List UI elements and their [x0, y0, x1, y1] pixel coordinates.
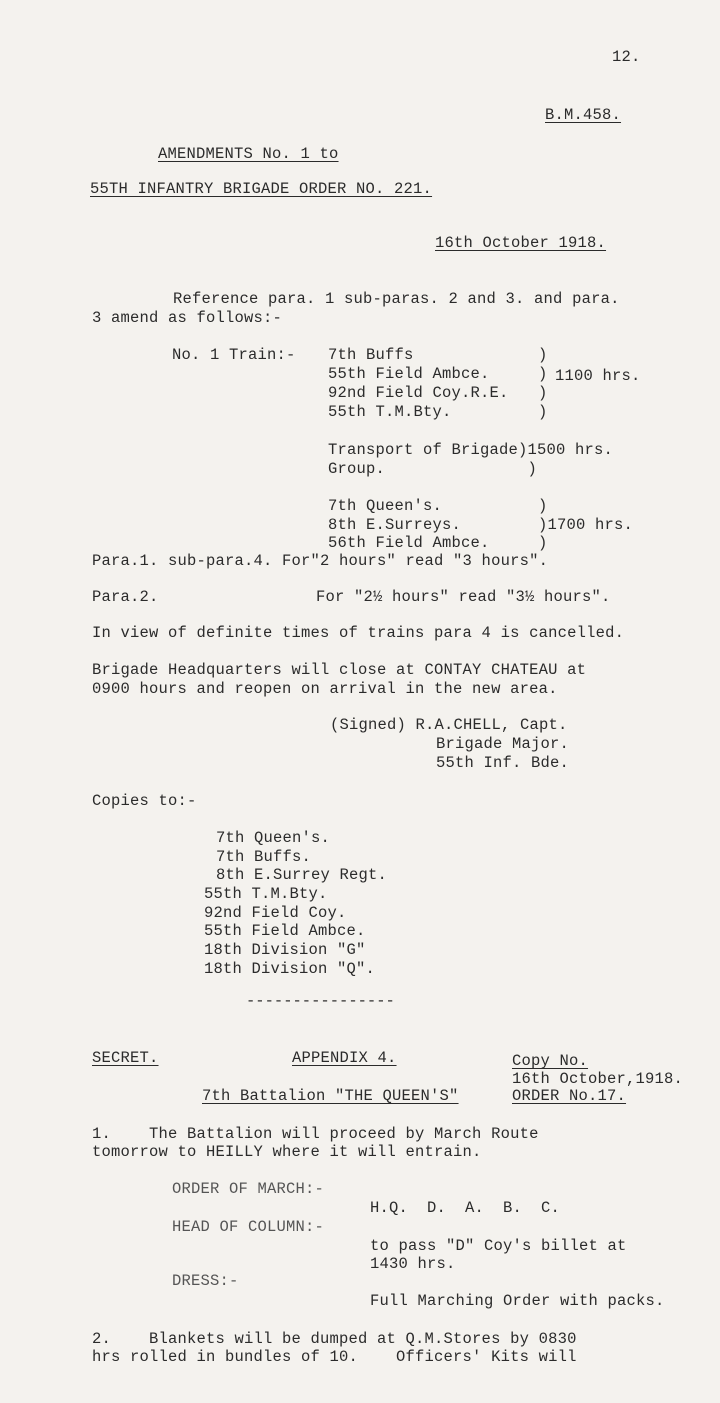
order-of-march-label: ORDER OF MARCH:-: [172, 1180, 325, 1198]
secret-label: SECRET.: [92, 1049, 159, 1067]
page-number: 12.: [612, 48, 641, 66]
copy-recipient: 55th Field Ambce.: [204, 922, 366, 940]
train-unit: 7th Buffs: [328, 346, 414, 364]
order-of-march: H.Q. D. A. B. C.: [370, 1199, 561, 1217]
reference-number: B.M.458.: [545, 106, 622, 124]
order-date: 16th October 1918.: [435, 234, 607, 252]
head-of-column-line-1: to pass "D" Coy's billet at: [370, 1237, 627, 1255]
train-unit: 55th Field Ambce.: [328, 365, 490, 383]
item-2-line-2: hrs rolled in bundles of 10. Officers' Kits will: [92, 1348, 577, 1366]
para-1-sub-4: Para.1. sub-para.4. For"2 hours" read "3 hours".: [92, 552, 549, 570]
trains-cancel-note: In view of definite times of trains para 4 is cancelled.: [92, 624, 625, 642]
dress-text: Full Marching Order with packs.: [370, 1292, 665, 1310]
bracket: ): [538, 365, 548, 383]
transport-line-2: Group. ): [328, 460, 538, 478]
copy-recipient: 92nd Field Coy.: [204, 904, 347, 922]
copy-recipient: 55th T.M.Bty.: [204, 885, 328, 903]
head-of-column-label: HEAD OF COLUMN:-: [172, 1218, 325, 1236]
bracket: ): [538, 534, 548, 552]
appendix-date: 16th October,1918.: [512, 1070, 684, 1088]
copy-recipient: 18th Division "Q".: [204, 960, 376, 978]
dress-label: DRESS:-: [172, 1272, 239, 1290]
separator-rule: ----------------: [246, 992, 395, 1010]
bracket: )1700 hrs.: [538, 516, 634, 534]
signature-line-3: 55th Inf. Bde.: [436, 754, 570, 772]
intro-line-2: 3 amend as follows:-: [92, 309, 283, 327]
train-label: No. 1 Train:-: [172, 346, 296, 364]
train-unit: 7th Queen's.: [328, 497, 443, 515]
signature-line-1: (Signed) R.A.CHELL, Capt.: [330, 716, 568, 734]
intro-line-1: Reference para. 1 sub-paras. 2 and 3. and para.: [173, 290, 620, 308]
item-1-line-1: 1. The Battalion will proceed by March Route: [92, 1125, 539, 1143]
amendment-title: AMENDMENTS No. 1 to: [158, 145, 339, 163]
hq-line-1: Brigade Headquarters will close at CONTAY CHATEAU at: [92, 661, 587, 679]
copy-recipient: 18th Division "G": [204, 941, 366, 959]
item-1-line-2: tomorrow to HEILLY where it will entrain.: [92, 1143, 482, 1161]
train-unit: 56th Field Ambce.: [328, 534, 490, 552]
battalion-title: 7th Battalion "THE QUEEN'S": [202, 1087, 459, 1105]
train-unit: 92nd Field Coy.R.E.: [328, 384, 509, 402]
transport-line-1: Transport of Brigade)1500 hrs.: [328, 441, 614, 459]
para-2-label: Para.2.: [92, 588, 159, 606]
hq-line-2: 0900 hours and reopen on arrival in the new area.: [92, 680, 558, 698]
bracket: ): [538, 403, 548, 421]
copy-recipient: 7th Buffs.: [216, 848, 312, 866]
train-unit: 55th T.M.Bty.: [328, 403, 452, 421]
copy-recipient: 8th E.Surrey Regt.: [216, 866, 388, 884]
para-2-text: For "2½ hours" read "3½ hours".: [316, 588, 611, 606]
copies-label: Copies to:-: [92, 792, 197, 810]
bracket: ): [538, 497, 548, 515]
item-2-line-1: 2. Blankets will be dumped at Q.M.Stores by 0830: [92, 1330, 577, 1348]
copy-number-label: Copy No.: [512, 1052, 589, 1070]
train-time: 1100 hrs.: [555, 367, 641, 385]
train-unit: 8th E.Surreys.: [328, 516, 462, 534]
brigade-order-title: 55TH INFANTRY BRIGADE ORDER NO. 221.: [90, 180, 433, 198]
appendix-title: APPENDIX 4.: [292, 1049, 397, 1067]
bracket: ): [538, 346, 548, 364]
battalion-order-number: ORDER No.17.: [512, 1087, 627, 1105]
bracket: ): [538, 384, 548, 402]
copy-recipient: 7th Queen's.: [216, 829, 331, 847]
signature-line-2: Brigade Major.: [436, 735, 570, 753]
head-of-column-line-2: 1430 hrs.: [370, 1255, 456, 1273]
